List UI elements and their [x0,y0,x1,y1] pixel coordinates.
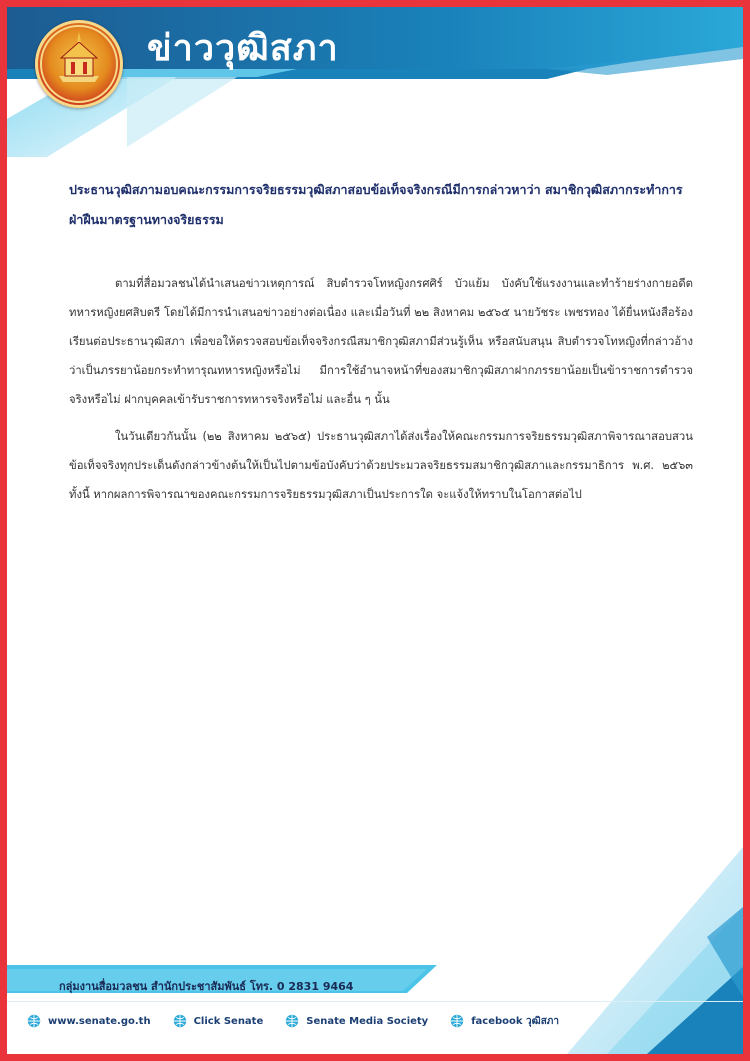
globe-icon [173,1014,187,1028]
link-label: facebook วุฒิสภา [471,1015,560,1027]
link-label: Senate Media Society [306,1015,429,1027]
link-senate-media-society[interactable] [285,1014,428,1028]
globe-icon [27,1014,41,1028]
footer-links [27,1011,581,1031]
globe-icon [450,1014,464,1028]
senate-seal-icon [35,20,123,108]
page-title: ข่าววุฒิสภา [147,28,339,69]
link-label: Click Senate [193,1015,264,1027]
footer-decoration [7,7,743,1054]
link-facebook[interactable] [450,1014,559,1029]
department-contact: กลุ่มงานสื่อมวลชน สำนักประชาสัมพันธ์ โทร. 0 2831 9464 [59,980,354,993]
globe-icon [285,1014,299,1028]
link-label: www.senate.go.th [48,1015,151,1027]
paragraph-1: ตามที่สื่อมวลชนได้นำเสนอข่าวเหตุการณ์ สิบตำรวจโทหญิงกรศศิร์ บัวแย้ม บังคับใช้แรงงานและทำร้ายร่างกายอดีตทหารหญิงยศสิบตรี โดยได้มีการนำเสนอข่าวอย่างต่อเนื่อง และเมื่อวันที่ ๒๒ สิงหาคม ๒๕๖๕ นายวัชระ เพชรทอง ได้ยื่นหนังสือร้องเรียนต่อประธานวุฒิสภา เพื่อขอให้ตรวจสอบข้อเท็จจริงกรณีสมาชิกวุฒิสภามีส่วนรู้เห็น หรือสนับสนุน สิบตำรวจโทหญิงที่กล่าวอ้างว่าเป็นภรรยาน้อยกระทำทารุณทหารหญิงหรือไม่ มีการใช้อำนาจหน้าที่ของสมาชิกวุฒิสภาฝากภรรยาน้อยเป็นข้าราชการตำรวจจริงหรือไม่ ฝากบุคคลเข้ารับราชการทหารจริงหรือไม่ และอื่น ๆ นั้น [69,277,693,406]
headline: ประธานวุฒิสภามอบคณะกรรมการจริยธรรมวุฒิสภาสอบข้อเท็จจริงกรณีมีการกล่าวหาว่า สมาชิกวุฒิสภากระทำการฝ่าฝืนมาตรฐานทางจริยธรรม [69,182,683,227]
link-website[interactable] [27,1014,151,1028]
press-release-page [7,7,743,1054]
paragraph-2: ในวันเดียวกันนั้น (๒๒ สิงหาคม ๒๕๖๕) ประธานวุฒิสภาได้ส่งเรื่องให้คณะกรรมการจริยธรรมวุฒิสภาพิจารณาสอบสวนข้อเท็จจริงทุกประเด็นดังกล่าวข้างต้นให้เป็นไปตามข้อบังคับว่าด้วยประมวลจริยธรรมสมาชิกวุฒิสภาและกรรมาธิการ พ.ศ. ๒๕๖๓ ทั้งนี้ หากผลการพิจารณาของคณะกรรมการจริยธรรมวุฒิสภาเป็นประการใด จะแจ้งให้ทราบในโอกาสต่อไป [69,430,693,501]
link-click-senate[interactable] [173,1014,264,1028]
article-body [69,175,693,517]
